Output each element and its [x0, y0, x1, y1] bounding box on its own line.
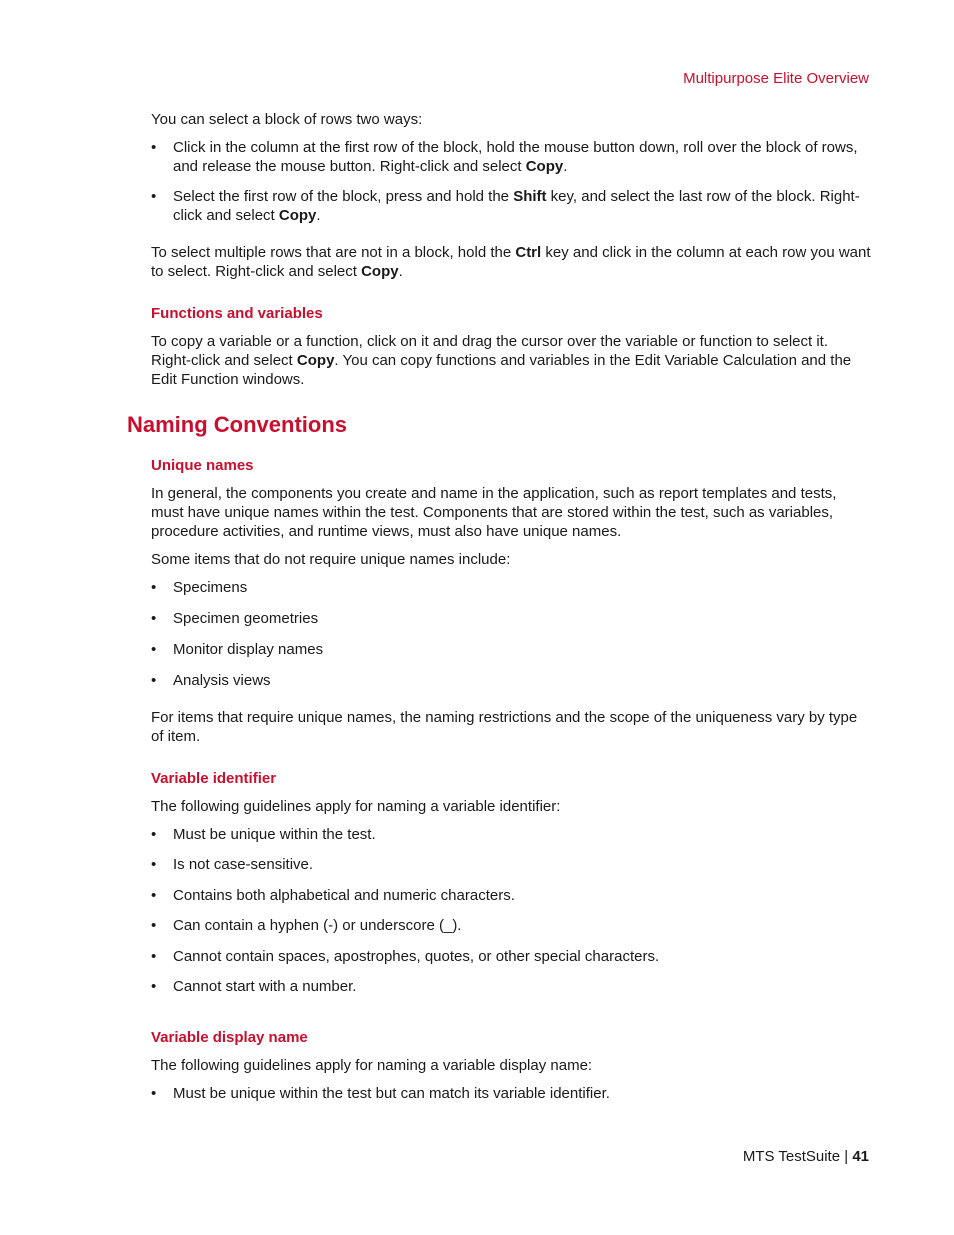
list-item: • Select the first row of the block, press and hold the Shift key, and select the last row of the block. Right-click and select Copy. — [151, 187, 871, 225]
variable-identifier-intro: The following guidelines apply for naming a variable identifier: — [151, 798, 561, 815]
unique-names-heading: Unique names — [151, 457, 254, 474]
variable-identifier-list — [151, 825, 871, 996]
unique-names-after: For items that require unique names, the naming restrictions and the scope of the uniqueness vary by type of item. — [151, 709, 858, 745]
block-list — [151, 138, 871, 225]
list-item: • Monitor display names — [151, 640, 871, 659]
unique-names-list — [151, 578, 871, 690]
variable-display-name-list — [151, 1084, 871, 1103]
block-intro: You can select a block of rows two ways: — [151, 111, 423, 128]
page-content — [127, 110, 871, 1103]
naming-conventions-heading: Naming Conventions — [127, 412, 348, 437]
variable-display-name-heading: Variable display name — [151, 1029, 308, 1046]
list-item: • Analysis views — [151, 671, 871, 690]
page-footer — [743, 1148, 869, 1165]
variable-display-name-intro: The following guidelines apply for naming a variable display name: — [151, 1057, 593, 1074]
unique-names-intro: Some items that do not require unique names include: — [151, 551, 511, 568]
list-item: • Specimen geometries — [151, 609, 871, 628]
footer-label: MTS TestSuite — [742, 1148, 841, 1165]
functions-heading: Functions and variables — [151, 305, 323, 322]
list-item: • Click in the column at the first row of the block, hold the mouse button down, roll over the block of rows, and release the mouse button. Right-click and select Copy. — [151, 138, 871, 176]
multi-rows-paragraph: To select multiple rows that are not in a block, hold the Ctrl key and click in the column at each row you want to select. Right-click and select Copy. — [151, 244, 871, 280]
variable-identifier-heading: Variable identifier — [151, 770, 277, 787]
page-number: 41 — [852, 1148, 869, 1165]
list-item: • Cannot contain spaces, apostrophes, quotes, or other special characters. — [151, 947, 871, 966]
list-item: • Cannot start with a number. — [151, 977, 871, 996]
list-item: • Must be unique within the test but can match its variable identifier. — [151, 1084, 871, 1103]
list-item: • Specimens — [151, 578, 871, 597]
list-item: • Must be unique within the test. — [151, 825, 871, 844]
unique-names-paragraph: In general, the components you create and name in the application, such as report templates and tests, must have unique names within the test. Components that are stored within the test, such as variables, procedure activities, and runtime views, must also have unique names. — [151, 485, 837, 540]
list-item: • Can contain a hyphen (-) or underscore (_). — [151, 916, 871, 935]
footer-separator: | — [840, 1148, 853, 1165]
list-item: • Contains both alphabetical and numeric characters. — [151, 886, 871, 905]
list-item: • Is not case-sensitive. — [151, 855, 871, 874]
functions-paragraph: To copy a variable or a function, click on it and drag the cursor over the variable or function to select it. Right-click and select Copy. You can copy functions and variables in the Edit Variable Calculation and the Edit Function windows. — [151, 333, 852, 388]
running-header: Multipurpose Elite Overview — [683, 70, 869, 87]
